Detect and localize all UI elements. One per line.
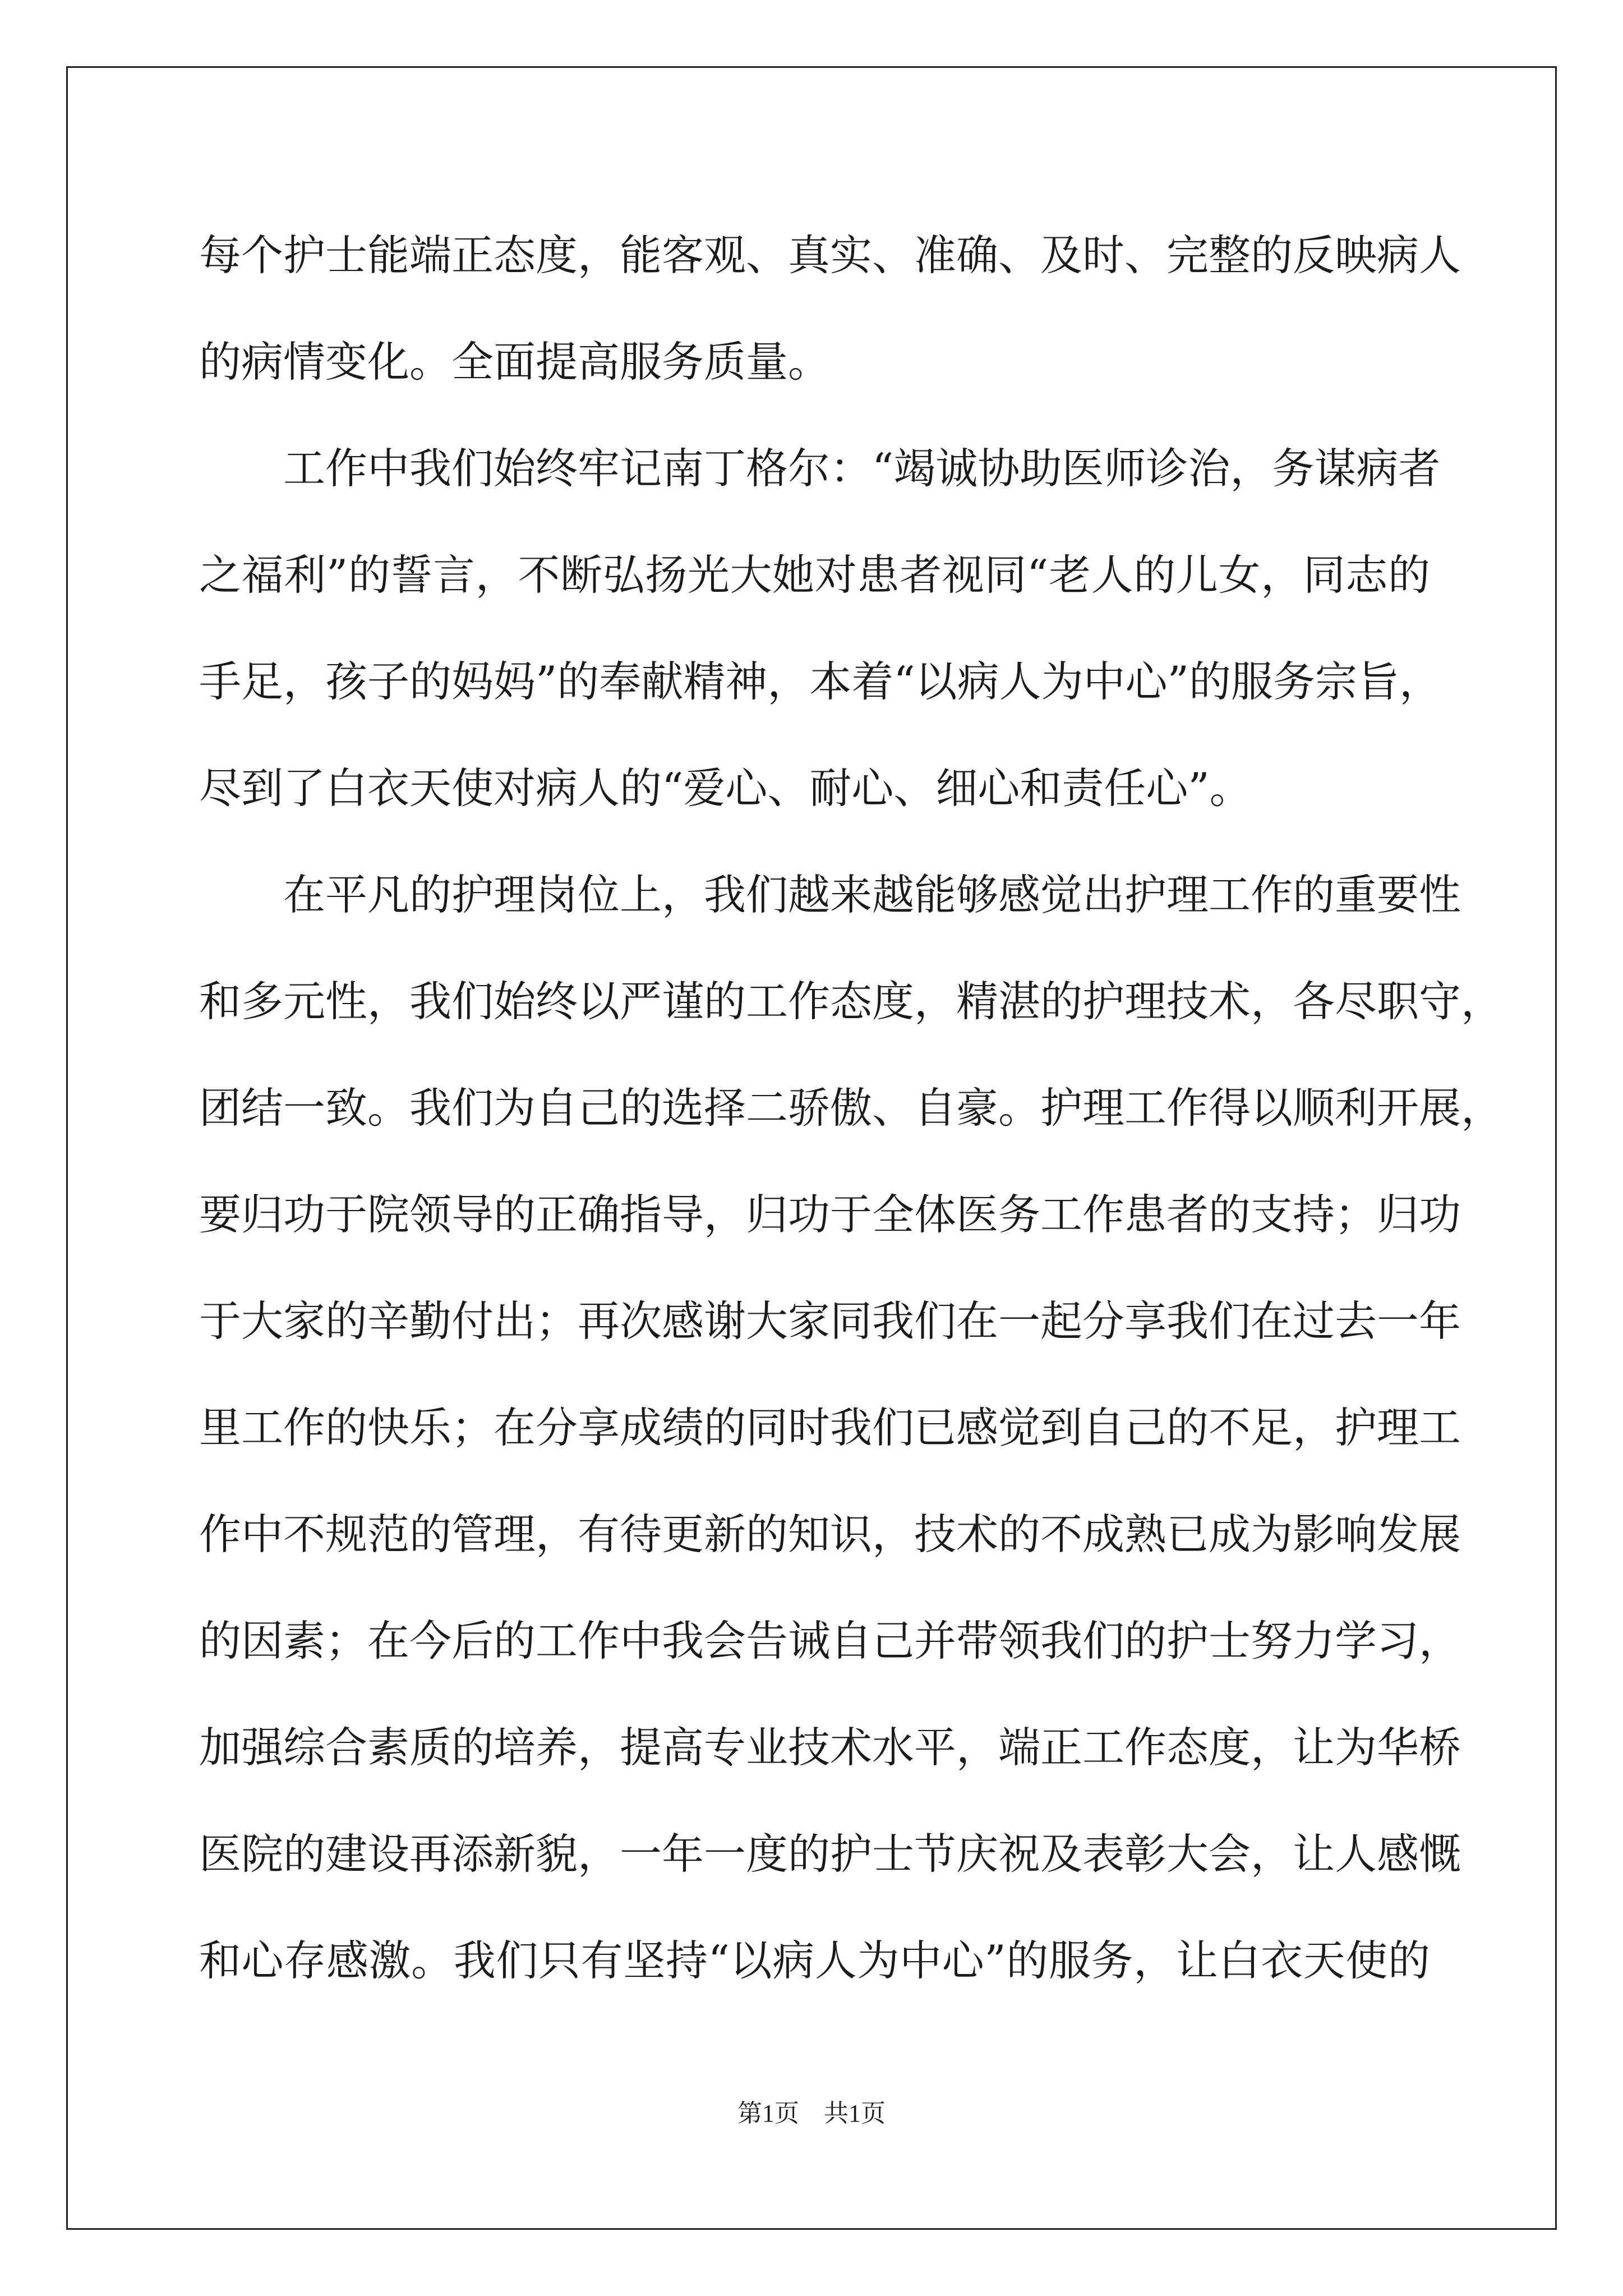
paragraph-start-line: 工作中我们始终牢记南丁格尔：“竭诚协助医师诊治，务谋病者 xyxy=(283,444,1441,493)
paragraph-start-line: 在平凡的护理岗位上，我们越来越能够感觉出护理工作的重要性 xyxy=(283,870,1461,919)
text-line: 和心存感激。我们只有坚持“以病人为中心”的服务，让白衣天使的 xyxy=(199,1936,1430,1985)
text-line: 之福利”的誓言，不断弘扬光大她对患者视同“老人的儿女，同志的 xyxy=(199,550,1430,600)
text-line: 手足，孩子的妈妈”的奉献精神，本着“以病人为中心”的服务宗旨， xyxy=(199,657,1442,706)
page-number-footer: 第1页 共1页 xyxy=(737,2100,886,2127)
text-line: 作中不规范的管理，有待更新的知识，技术的不成熟已成为影响发展 xyxy=(199,1510,1461,1559)
text-line: 团结一致。我们为自己的选择二骄傲、自豪。护理工作得以顺利开展， xyxy=(199,1083,1504,1133)
document-body xyxy=(199,222,1504,2033)
text-line: 尽到了白衣天使对病人的“爱心、耐心、细心和责任心”。 xyxy=(199,763,1252,813)
text-line: 和多元性，我们始终以严谨的工作态度，精湛的护理技术，各尽职守， xyxy=(199,977,1504,1026)
text-line: 医院的建设再添新貌，一年一度的护士节庆祝及表彰大会，让人感慨 xyxy=(199,1829,1461,1879)
text-line: 的病情变化。全面提高服务质量。 xyxy=(199,337,831,386)
text-line: 每个护士能端正态度，能客观、真实、准确、及时、完整的反映病人 xyxy=(199,231,1461,280)
text-line: 要归功于院领导的正确指导，归功于全体医务工作患者的支持；归功 xyxy=(199,1190,1461,1239)
text-line: 里工作的快乐；在分享成绩的同时我们已感觉到自己的不足，护理工 xyxy=(199,1403,1461,1452)
text-line: 于大家的辛勤付出；再次感谢大家同我们在一起分享我们在过去一年 xyxy=(199,1296,1461,1346)
text-line: 加强综合素质的培养，提高专业技术水平，端正工作态度，让为华桥 xyxy=(199,1723,1461,1772)
text-line: 的因素；在今后的工作中我会告诫自己并带领我们的护士努力学习， xyxy=(199,1616,1461,1665)
